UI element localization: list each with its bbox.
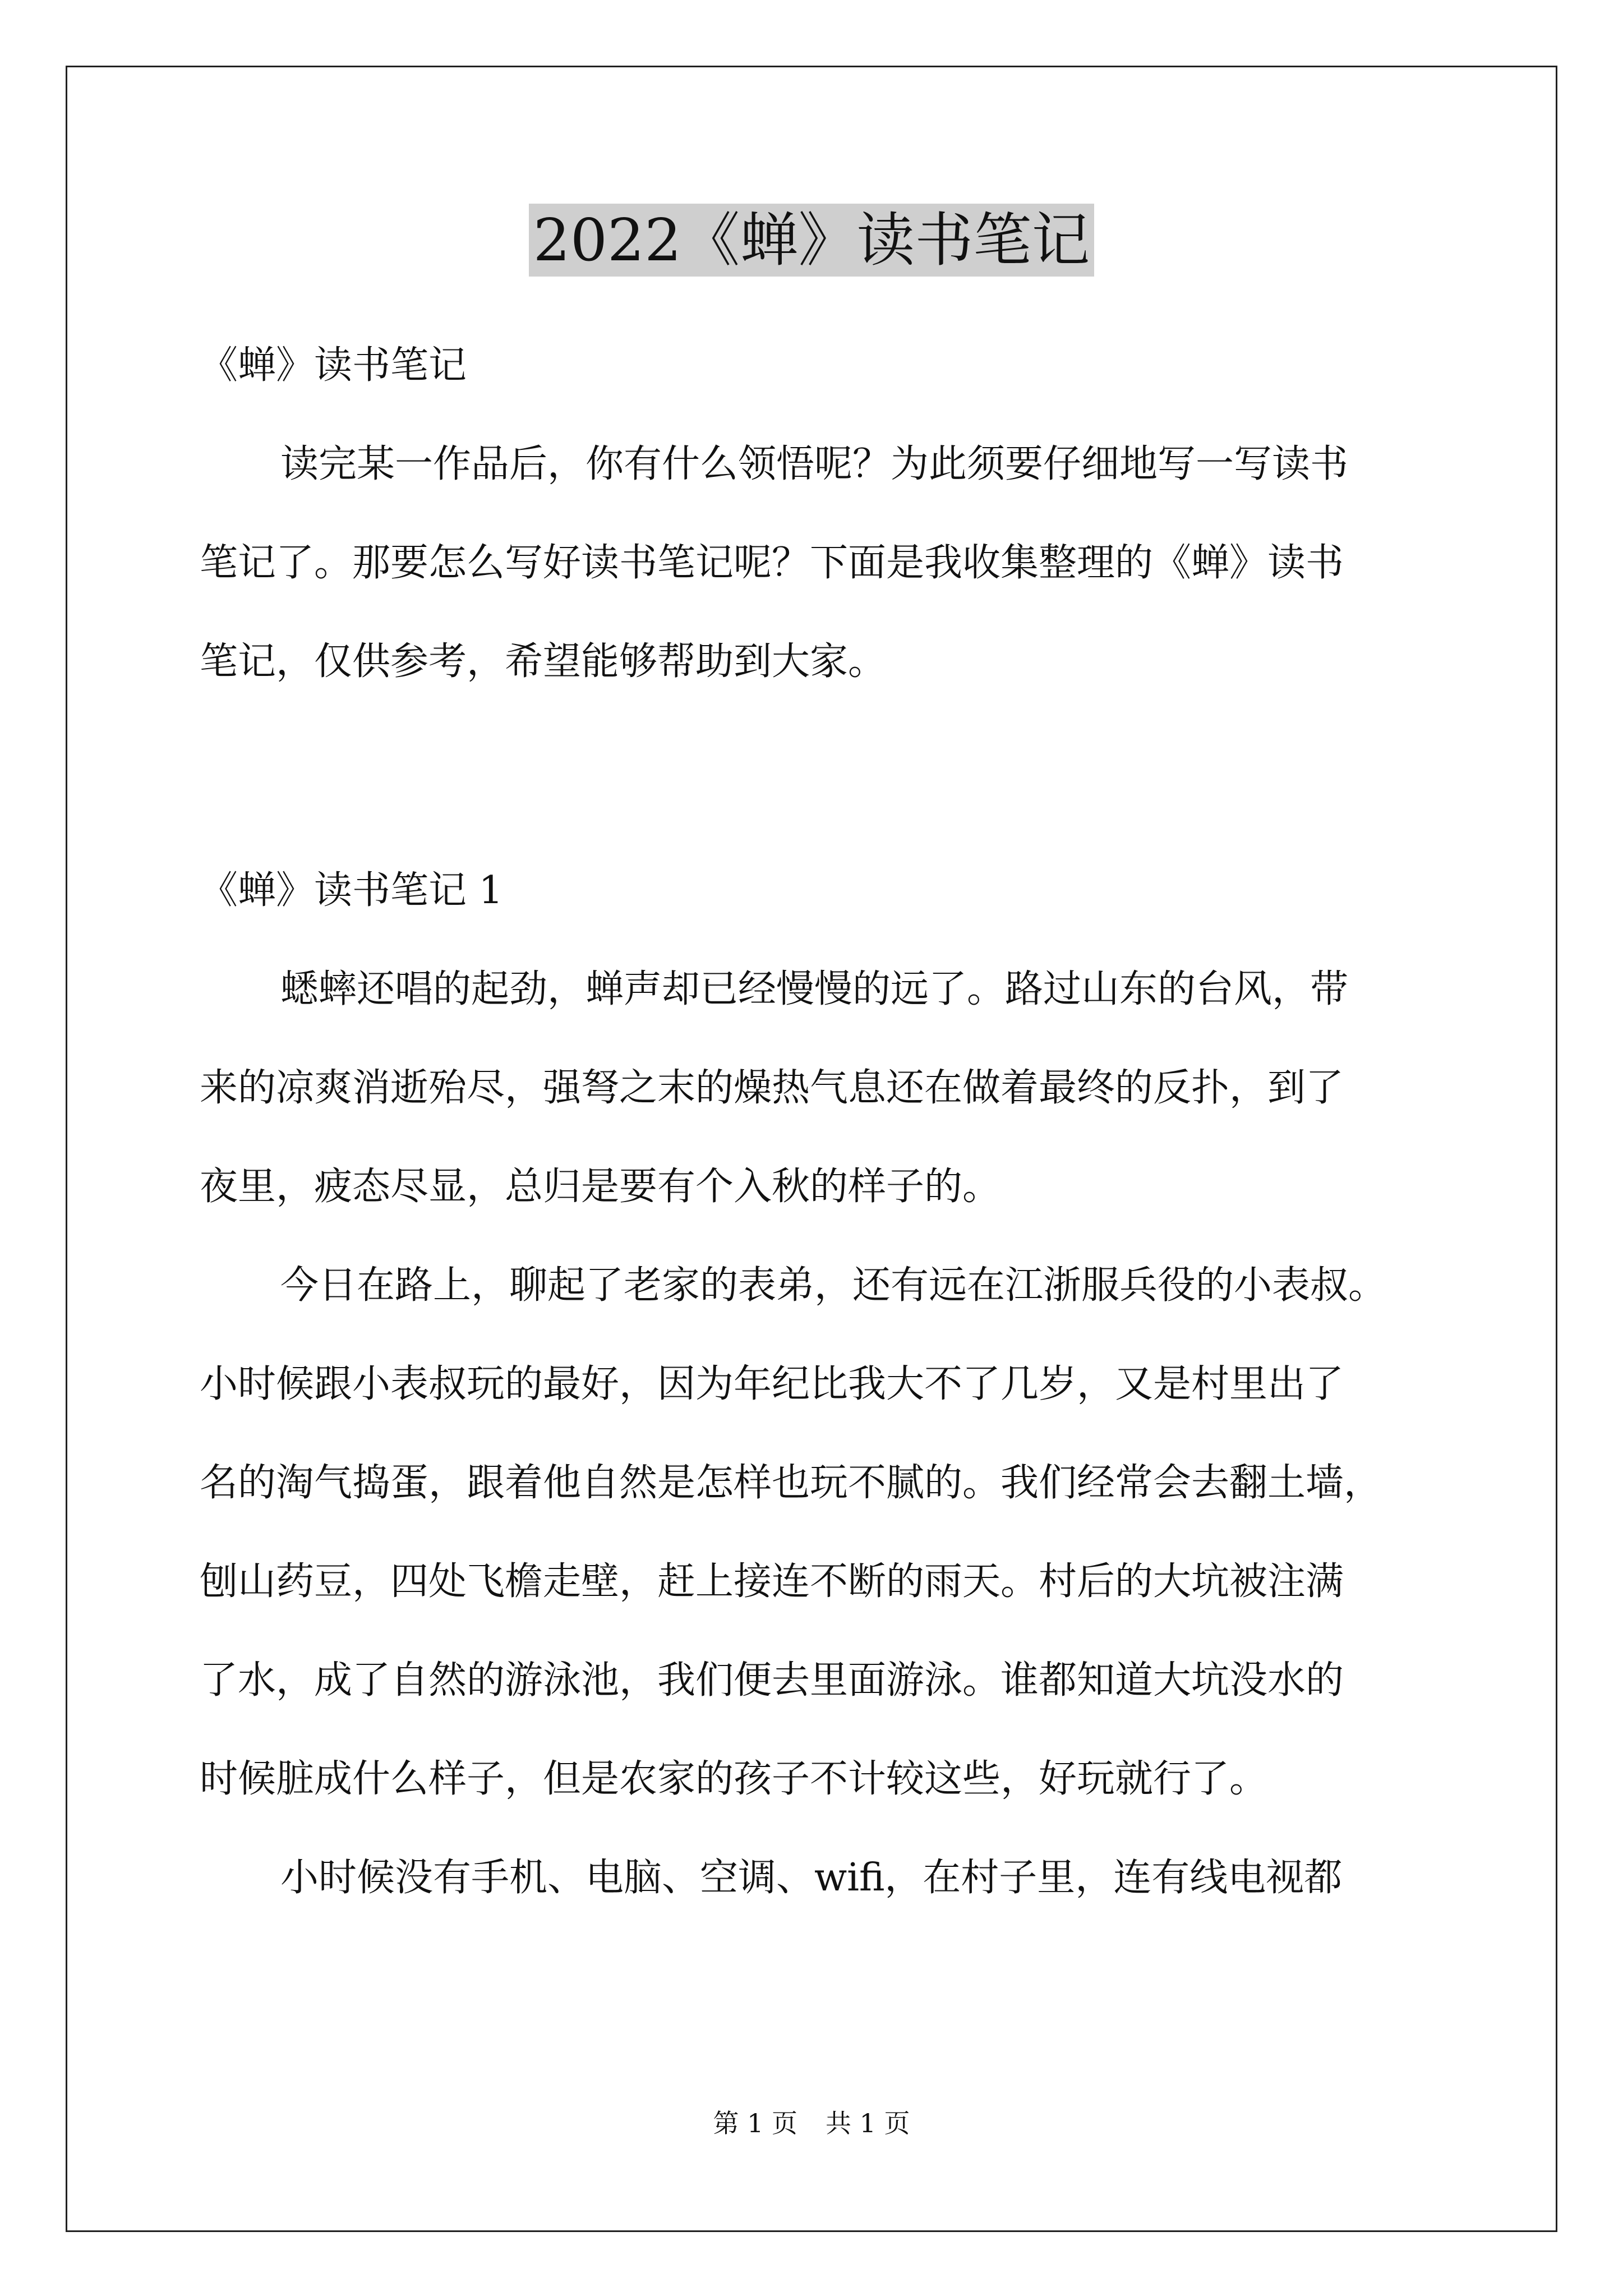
document-title xyxy=(0,201,1623,279)
para2-line-4: 刨山药豆，四处飞檐走壁，赶上接连不断的雨天。村后的大坑被注满 xyxy=(200,1559,1344,1604)
para1-line-3: 夜里，疲态尽显，总归是要有个入秋的样子的。 xyxy=(200,1165,1001,1209)
para2-line-5: 了水，成了自然的游泳池，我们便去里面游泳。谁都知道大坑没水的 xyxy=(200,1658,1344,1703)
para1-line-1: 蟋蟀还唱的起劲，蝉声却已经慢慢的远了。路过山东的台风，带 xyxy=(280,967,1349,1011)
intro-line-3: 笔记，仅供参考，希望能够帮助到大家。 xyxy=(200,639,887,684)
section1-heading: 《蝉》读书笔记 1 xyxy=(200,868,503,913)
page-number: 第 1 页 xyxy=(713,2108,797,2138)
para1-line-2: 来的凉爽消逝殆尽，强弩之末的燥热气息还在做着最终的反扑，到了 xyxy=(200,1066,1344,1110)
intro-heading: 《蝉》读书笔记 xyxy=(200,343,467,388)
intro-line-2: 笔记了。那要怎么写好读书笔记呢？下面是我收集整理的《蝉》读书 xyxy=(200,541,1344,585)
intro-line-1: 读完某一作品后，你有什么领悟呢？为此须要仔细地写一写读书 xyxy=(280,442,1349,486)
para3-line-1: 小时候没有手机、电脑、空调、wifi，在村子里，连有线电视都 xyxy=(280,1856,1343,1900)
para2-line-6: 时候脏成什么样子，但是农家的孩子不计较这些，好玩就行了。 xyxy=(200,1757,1268,1801)
document-title-text: 2022《蝉》读书笔记 xyxy=(529,204,1095,277)
para2-line-2: 小时候跟小表叔玩的最好，因为年纪比我大不了几岁，又是村里出了 xyxy=(200,1362,1344,1406)
para2-line-3: 名的淘气捣蛋，跟着他自然是怎样也玩不腻的。我们经常会去翻土墙， xyxy=(200,1461,1382,1505)
page-footer xyxy=(0,2106,1623,2140)
page-total: 共 1 页 xyxy=(826,2108,910,2138)
para2-line-1: 今日在路上，聊起了老家的表弟，还有远在江浙服兵役的小表叔。 xyxy=(280,1263,1387,1308)
